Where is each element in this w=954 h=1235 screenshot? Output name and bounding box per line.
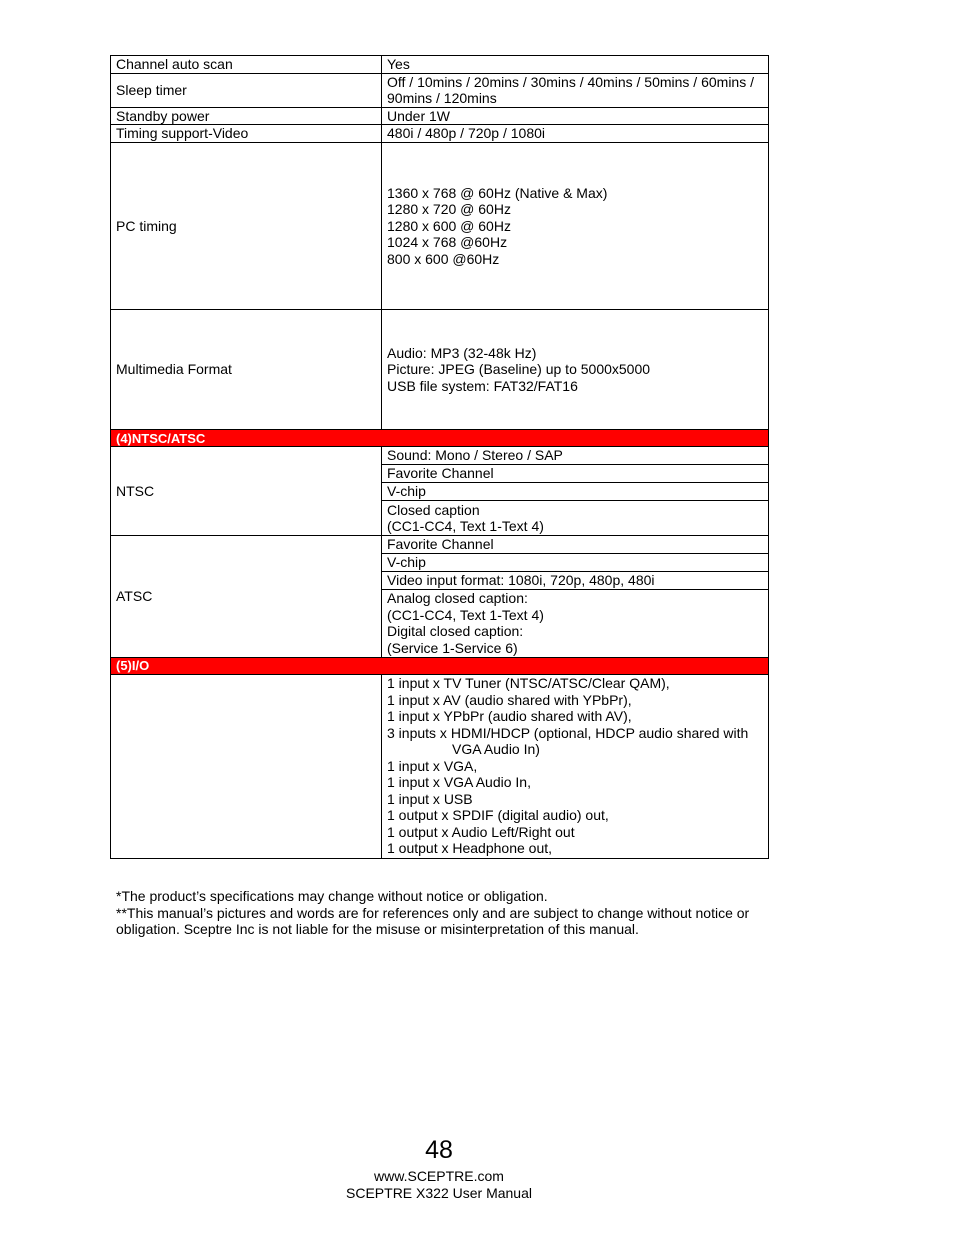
io-line: 1 output x SPDIF (digital audio) out, bbox=[387, 807, 609, 824]
io-line: 1 input x TV Tuner (NTSC/ATSC/Clear QAM), bbox=[387, 675, 670, 692]
spec-key-empty bbox=[111, 674, 382, 858]
spec-value bbox=[382, 674, 769, 858]
spec-line: 1360 x 768 @ 60Hz (Native & Max) bbox=[387, 184, 608, 201]
io-line: 3 inputs x HDMI/HDCP (optional, HDCP audio shared with bbox=[387, 724, 749, 741]
spec-value: Analog closed caption: (CC1-CC4, Text 1-Text 4) Digital closed caption: (Service 1-Service 6) bbox=[382, 589, 769, 657]
section-header-row bbox=[111, 657, 769, 674]
spec-key: PC timing bbox=[111, 143, 382, 310]
table-row bbox=[111, 536, 769, 554]
section-header-row bbox=[111, 430, 769, 447]
spec-value: Sound: Mono / Stereo / SAP bbox=[382, 447, 769, 465]
spec-value: Off / 10mins / 20mins / 30mins / 40mins / 50mins / 60mins / 90mins / 120mins bbox=[382, 73, 769, 107]
footnote: **This manual’s pictures and words are for references only and are subject to change without notice or obligation. Sceptre Inc is not liable for the misuse or misinterpretation of this manual. bbox=[116, 904, 750, 937]
spec-value: Favorite Channel bbox=[382, 465, 769, 483]
footnote: *The product’s specifications may change without notice or obligation. bbox=[116, 888, 548, 904]
table-row bbox=[111, 125, 769, 143]
spec-value: V-chip bbox=[382, 483, 769, 501]
io-line: 1 input x VGA Audio In, bbox=[387, 774, 531, 791]
spec-line: 1280 x 720 @ 60Hz bbox=[387, 201, 511, 218]
spec-line: Audio: MP3 (32-48k Hz) bbox=[387, 344, 537, 361]
spec-value: Yes bbox=[382, 56, 769, 74]
section-title: (5)I/O bbox=[111, 657, 769, 674]
section-title: (4)NTSC/ATSC bbox=[111, 430, 769, 447]
spec-key: ATSC bbox=[111, 536, 382, 658]
table-row bbox=[111, 310, 769, 430]
spec-value: Closed caption (CC1-CC4, Text 1-Text 4) bbox=[382, 501, 769, 536]
spec-value bbox=[382, 310, 769, 430]
spec-table bbox=[110, 55, 769, 859]
manual-title: SCEPTRE X322 User Manual bbox=[346, 1185, 532, 1201]
spec-value: Video input format: 1080i, 720p, 480p, 480i bbox=[382, 572, 769, 590]
io-line: 1 input x USB bbox=[387, 790, 473, 807]
website-link[interactable]: www.SCEPTRE.com bbox=[374, 1168, 504, 1184]
spec-key: Timing support-Video bbox=[111, 125, 382, 143]
spec-value: Favorite Channel bbox=[382, 536, 769, 554]
io-line: 1 output x Audio Left/Right out bbox=[387, 823, 575, 840]
spec-value bbox=[382, 143, 769, 310]
io-line: 1 input x VGA, bbox=[387, 757, 478, 774]
spec-key: Standby power bbox=[111, 107, 382, 125]
table-row bbox=[111, 56, 769, 74]
table-row bbox=[111, 447, 769, 465]
table-row bbox=[111, 73, 769, 107]
spec-line: USB file system: FAT32/FAT16 bbox=[387, 377, 578, 394]
spec-value: Under 1W bbox=[382, 107, 769, 125]
table-row bbox=[111, 674, 769, 858]
spec-key: Sleep timer bbox=[111, 73, 382, 107]
io-line: 1 input x YPbPr (audio shared with AV), bbox=[387, 708, 632, 725]
spec-key: NTSC bbox=[111, 447, 382, 536]
io-line: 1 input x AV (audio shared with YPbPr), bbox=[387, 691, 632, 708]
spec-line: 800 x 600 @60Hz bbox=[387, 250, 500, 267]
spec-line: Picture: JPEG (Baseline) up to 5000x5000 bbox=[387, 361, 651, 378]
spec-key: Channel auto scan bbox=[111, 56, 382, 74]
spec-value: V-chip bbox=[382, 554, 769, 572]
spec-line: 1280 x 600 @ 60Hz bbox=[387, 217, 511, 234]
footnotes bbox=[116, 888, 776, 938]
spec-key: Multimedia Format bbox=[111, 310, 382, 430]
io-line: VGA Audio In) bbox=[452, 741, 540, 758]
table-row bbox=[111, 143, 769, 310]
table-row bbox=[111, 107, 769, 125]
io-line: 1 output x Headphone out, bbox=[387, 840, 553, 857]
spec-value: 480i / 480p / 720p / 1080i bbox=[382, 125, 769, 143]
page-number: 48 bbox=[425, 1136, 453, 1164]
spec-line: 1024 x 768 @60Hz bbox=[387, 234, 508, 251]
